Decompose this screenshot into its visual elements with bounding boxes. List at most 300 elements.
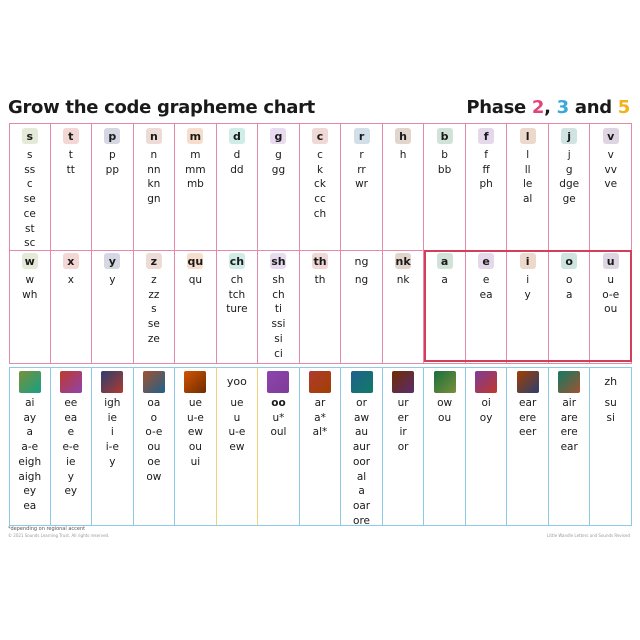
grapheme-item: u* — [272, 411, 285, 424]
grapheme-header-text: y — [108, 255, 116, 268]
grapheme-column — [466, 124, 508, 250]
grapheme-header — [507, 128, 548, 146]
grapheme-header — [258, 128, 299, 146]
grapheme-item: al — [522, 193, 533, 206]
grapheme-item: qu — [188, 274, 203, 286]
grapheme-column — [590, 124, 632, 250]
grapheme-item: a — [26, 426, 33, 439]
grapheme-item: al* — [312, 426, 328, 439]
grapheme-item: gn — [147, 193, 161, 206]
grapheme-item: y — [67, 470, 74, 483]
grapheme-column — [383, 124, 425, 250]
grapheme-list — [383, 273, 424, 288]
grapheme-item: si — [606, 411, 615, 424]
grapheme-item: pp — [105, 163, 119, 176]
grapheme-header — [175, 371, 216, 389]
grapheme-item: a — [358, 485, 365, 498]
grapheme-column — [549, 249, 591, 363]
grapheme-header-text: nk — [395, 255, 411, 268]
grapheme-item: w — [25, 274, 35, 286]
grapheme-list — [51, 396, 92, 499]
grapheme-item: wr — [355, 178, 368, 191]
grapheme-list — [92, 396, 133, 470]
grapheme-header-text: i — [525, 255, 530, 268]
grapheme-column — [175, 124, 217, 250]
grapheme-column — [590, 249, 632, 363]
grapheme-item: o-e — [602, 288, 620, 301]
grapheme-item: ew — [229, 441, 245, 454]
grapheme-column — [9, 124, 51, 250]
grapheme-header — [424, 253, 465, 271]
grapheme-item: ci — [274, 347, 283, 360]
grapheme-item: ere — [560, 426, 578, 439]
grapheme-item: oor — [352, 455, 371, 468]
grapheme-list — [10, 148, 50, 251]
grapheme-item: are — [560, 411, 578, 424]
grapheme-item: ie — [107, 411, 118, 424]
grapheme-header-text: z — [150, 255, 158, 268]
grapheme-column — [424, 249, 466, 363]
grapheme-column — [258, 124, 300, 250]
grapheme-header — [590, 371, 631, 389]
grapheme-header — [300, 253, 341, 271]
grapheme-item: oar — [352, 499, 371, 512]
grapheme-list — [341, 396, 382, 528]
ear-icon — [517, 371, 539, 393]
grapheme-column — [341, 249, 383, 363]
grapheme-item: r — [359, 149, 364, 161]
grapheme-item: au — [354, 426, 369, 439]
grapheme-header-text: m — [189, 130, 202, 143]
grapheme-item: or — [397, 441, 409, 454]
grapheme-item: i — [526, 274, 530, 286]
grapheme-column — [92, 249, 134, 363]
phase-2: 2 — [531, 97, 545, 118]
grapheme-column — [217, 249, 259, 363]
grapheme-item: ea — [23, 499, 37, 512]
grapheme-item: j — [567, 149, 571, 161]
grapheme-header — [175, 128, 216, 146]
grapheme-item: igh — [104, 397, 121, 409]
grapheme-header-text: j — [567, 130, 572, 143]
grapheme-header — [51, 128, 92, 146]
grapheme-header — [92, 253, 133, 271]
grapheme-list — [51, 273, 92, 288]
copyright: © 2021 Sounds Learning Trust. All rights reserved. — [8, 533, 110, 538]
owl-icon — [434, 371, 456, 393]
grapheme-item: a — [441, 274, 448, 286]
grapheme-list — [507, 396, 548, 440]
grapheme-item: ea — [479, 288, 493, 301]
night-icon — [101, 371, 123, 393]
grapheme-header — [383, 128, 424, 146]
grapheme-list — [341, 148, 382, 192]
grapheme-list — [300, 396, 341, 440]
grapheme-item: ue — [230, 397, 244, 409]
grapheme-list — [341, 273, 382, 288]
grapheme-item: oi — [481, 397, 491, 409]
grapheme-header — [217, 371, 258, 389]
grapheme-item: y — [109, 274, 116, 286]
grapheme-list — [383, 148, 424, 163]
grapheme-item: zz — [148, 288, 160, 301]
grapheme-item: ere — [519, 411, 537, 424]
grapheme-item: f — [484, 149, 488, 161]
grapheme-header — [300, 128, 341, 146]
grapheme-item: s — [27, 149, 33, 161]
grapheme-list — [466, 148, 507, 192]
grapheme-item: eigh — [18, 455, 42, 468]
grapheme-item: e-e — [62, 441, 80, 454]
grapheme-header — [92, 128, 133, 146]
grapheme-list — [92, 148, 133, 177]
grapheme-item: ai — [25, 397, 35, 409]
grapheme-list — [424, 273, 465, 288]
grapheme-column — [51, 368, 93, 525]
grapheme-column — [466, 249, 508, 363]
grapheme-item: eer — [519, 426, 537, 439]
grapheme-item: b — [441, 149, 448, 161]
coin-icon — [475, 371, 497, 393]
grapheme-item: tch — [228, 288, 246, 301]
grapheme-item: ti — [274, 303, 282, 316]
grapheme-list — [175, 396, 216, 470]
grapheme-header — [424, 371, 465, 389]
grapheme-header-text: ch — [229, 255, 245, 268]
phase-and: and — [568, 97, 618, 118]
grapheme-item: vv — [604, 163, 617, 176]
grapheme-item: tt — [66, 163, 75, 176]
grapheme-item: ie — [66, 455, 76, 468]
grapheme-item: e — [67, 426, 75, 439]
grapheme-header — [341, 371, 382, 389]
grapheme-item: p — [108, 149, 116, 161]
grapheme-header-text: n — [149, 130, 158, 143]
grapheme-list — [134, 148, 175, 207]
grapheme-header — [383, 253, 424, 271]
grapheme-row-2 — [9, 249, 632, 364]
grapheme-list — [217, 273, 258, 317]
phase-3: 3 — [556, 97, 569, 118]
grapheme-header-text: r — [358, 130, 365, 143]
grapheme-header — [134, 128, 175, 146]
grapheme-list — [217, 148, 258, 177]
grapheme-item: g — [275, 149, 282, 161]
grapheme-item: gg — [271, 163, 286, 176]
grapheme-header-text: qu — [187, 255, 204, 268]
grapheme-item: ng — [354, 274, 369, 286]
grapheme-list — [549, 273, 590, 302]
grapheme-header — [549, 371, 590, 389]
grapheme-item: bb — [437, 163, 452, 176]
grapheme-header — [424, 128, 465, 146]
grapheme-item: ey — [23, 485, 37, 498]
grapheme-item: l — [526, 149, 530, 161]
boat-icon — [143, 371, 165, 393]
nurse-icon — [392, 371, 414, 393]
grapheme-item: nk — [396, 274, 410, 286]
grapheme-item: le — [522, 178, 533, 191]
grapheme-column — [549, 368, 591, 525]
grapheme-column — [507, 124, 549, 250]
grapheme-item: c — [317, 149, 323, 161]
grapheme-header-text: b — [440, 130, 449, 143]
grapheme-column — [51, 124, 93, 250]
grapheme-item: dge — [559, 178, 580, 191]
grapheme-item: ui — [190, 455, 201, 468]
grapheme-item: ch — [272, 288, 285, 301]
grapheme-item: cc — [314, 193, 326, 206]
grapheme-list — [590, 396, 631, 425]
grapheme-item: ee — [64, 397, 78, 409]
grapheme-item: oe — [147, 455, 161, 468]
grapheme-header-text: u — [606, 255, 615, 268]
grapheme-column — [258, 368, 300, 525]
grapheme-item: t — [68, 149, 73, 161]
grapheme-list — [424, 148, 465, 177]
grapheme-item: aw — [354, 411, 370, 424]
grapheme-item: oul — [270, 426, 287, 439]
grapheme-column — [383, 368, 425, 525]
grapheme-header — [10, 253, 50, 271]
grapheme-header-text: w — [24, 255, 35, 268]
grapheme-item: sh — [272, 274, 285, 286]
grapheme-item: x — [67, 274, 74, 286]
grapheme-list — [590, 273, 631, 317]
grapheme-header — [10, 371, 50, 389]
grapheme-list — [51, 148, 92, 177]
grapheme-item: air — [562, 397, 577, 409]
grapheme-item: st — [24, 222, 35, 235]
grapheme-list — [258, 148, 299, 177]
grapheme-list — [134, 273, 175, 347]
grapheme-list — [466, 273, 507, 302]
grapheme-header — [590, 253, 631, 271]
grapheme-column — [300, 124, 342, 250]
grapheme-header — [507, 371, 548, 389]
grapheme-item: ch — [230, 274, 244, 286]
grapheme-list — [300, 273, 341, 288]
grapheme-item: si — [274, 332, 283, 345]
grapheme-item: se — [147, 318, 160, 331]
grapheme-item: ssi — [271, 318, 286, 331]
grapheme-header-text: h — [399, 130, 407, 143]
grapheme-list — [258, 273, 299, 361]
grapheme-item: i — [110, 426, 114, 439]
unicorn-icon — [351, 371, 373, 393]
grapheme-oo-label: oo — [271, 397, 286, 409]
grapheme-header-text: th — [313, 255, 327, 268]
grapheme-header — [10, 128, 50, 146]
grapheme-item: ss — [24, 163, 36, 176]
grapheme-header — [258, 371, 299, 389]
grapheme-item: ore — [353, 514, 371, 527]
grapheme-item: ou — [604, 303, 618, 316]
grapheme-item: ou — [438, 411, 452, 424]
grapheme-header — [507, 253, 548, 271]
grapheme-item: aigh — [18, 470, 42, 483]
grapheme-list — [590, 148, 631, 192]
grapheme-item: y — [524, 288, 531, 301]
grapheme-header-text: d — [232, 130, 241, 143]
grapheme-header-text: zh — [604, 375, 618, 388]
grapheme-header — [217, 128, 258, 146]
grapheme-item: kn — [147, 178, 161, 191]
grapheme-list — [507, 148, 548, 207]
grapheme-header — [590, 128, 631, 146]
grapheme-item: ll — [524, 163, 531, 176]
grapheme-item: i-e — [105, 441, 119, 454]
grapheme-column — [51, 249, 93, 363]
grapheme-column — [383, 249, 425, 363]
grapheme-list — [10, 396, 50, 514]
footnote: *depending on regional accent — [8, 526, 86, 532]
grapheme-item: e — [482, 274, 490, 286]
grapheme-item: ge — [562, 193, 576, 206]
grapheme-list — [466, 396, 507, 425]
grapheme-item: ture — [226, 303, 248, 316]
fair-icon — [558, 371, 580, 393]
grapheme-item: ce — [23, 207, 36, 220]
grapheme-item: v — [607, 149, 614, 161]
grapheme-list — [549, 148, 590, 207]
grapheme-item: a — [565, 288, 573, 301]
grapheme-item: ve — [604, 178, 618, 191]
grapheme-header — [300, 371, 341, 389]
grapheme-header-text: f — [483, 130, 489, 143]
grapheme-item: rr — [357, 163, 366, 176]
grapheme-header — [175, 253, 216, 271]
grapheme-column — [134, 124, 176, 250]
grapheme-column — [258, 249, 300, 363]
grapheme-item: mb — [186, 178, 204, 191]
grapheme-column — [549, 124, 591, 250]
grapheme-item: ff — [482, 163, 490, 176]
grapheme-item: se — [23, 193, 36, 206]
grapheme-item: ow — [146, 470, 162, 483]
grapheme-header — [466, 253, 507, 271]
grapheme-item: ur — [397, 397, 409, 409]
fire-engine-icon — [60, 371, 82, 393]
grapheme-item: h — [399, 149, 407, 161]
grapheme-column — [92, 124, 134, 250]
grapheme-header-text: c — [316, 130, 324, 143]
grapheme-item: d — [233, 149, 241, 161]
grapheme-item: u-e — [186, 411, 204, 424]
grapheme-header — [549, 253, 590, 271]
grapheme-item: ou — [147, 441, 161, 454]
grapheme-header — [258, 253, 299, 271]
grapheme-item: ir — [399, 426, 407, 439]
grapheme-list — [134, 396, 175, 484]
grapheme-item: o — [565, 274, 573, 286]
grapheme-list — [258, 396, 299, 440]
grapheme-header-text: e — [482, 255, 490, 268]
grapheme-item: k — [316, 163, 324, 176]
grapheme-column — [92, 368, 134, 525]
grapheme-list — [10, 273, 50, 302]
grapheme-item: wh — [22, 288, 38, 301]
grapheme-item: ear — [519, 397, 537, 409]
grapheme-header — [217, 253, 258, 271]
grapheme-header-text: o — [565, 255, 573, 268]
grapheme-list — [549, 396, 590, 455]
grapheme-item: aur — [352, 441, 371, 454]
grapheme-header — [134, 253, 175, 271]
grapheme-item: ow — [437, 397, 453, 409]
grapheme-column — [217, 124, 259, 250]
grapheme-header-text: v — [607, 130, 615, 143]
grapheme-item: z — [151, 274, 157, 286]
grapheme-item: th — [314, 274, 326, 286]
grapheme-header — [549, 128, 590, 146]
grapheme-header — [341, 128, 382, 146]
grapheme-list — [217, 396, 258, 455]
grapheme-item: dd — [230, 163, 244, 176]
grapheme-header-text: x — [67, 255, 75, 268]
grapheme-column — [175, 249, 217, 363]
grapheme-column — [9, 249, 51, 363]
grapheme-item: ch — [313, 207, 327, 220]
grapheme-item: y — [109, 455, 116, 468]
grapheme-item: ay — [23, 411, 37, 424]
grapheme-item: ph — [479, 178, 493, 191]
grapheme-row-1 — [9, 123, 632, 251]
grapheme-item: ou — [188, 441, 202, 454]
grapheme-item: g — [565, 163, 573, 176]
grapheme-list — [92, 273, 133, 288]
grapheme-item: o-e — [145, 426, 163, 439]
grapheme-item: o — [150, 411, 158, 424]
grapheme-column — [507, 249, 549, 363]
phase-5: 5 — [617, 97, 630, 118]
grapheme-item: ue — [188, 397, 202, 409]
grapheme-header — [383, 371, 424, 389]
grapheme-item: nn — [147, 163, 161, 176]
grapheme-column — [466, 368, 508, 525]
grapheme-header-text: t — [68, 130, 74, 143]
grapheme-item: ar — [314, 397, 326, 409]
grapheme-item: oa — [147, 397, 161, 409]
grapheme-item: ear — [560, 441, 578, 454]
grapheme-header — [92, 371, 133, 389]
grapheme-header — [51, 253, 92, 271]
grapheme-column — [424, 368, 466, 525]
grapheme-header-text: l — [525, 130, 530, 143]
grapheme-header — [134, 371, 175, 389]
grapheme-item: ew — [187, 426, 203, 439]
grapheme-header-text: a — [440, 255, 449, 268]
grapheme-list — [383, 396, 424, 455]
grapheme-item: c — [26, 178, 33, 191]
grapheme-row-3 — [9, 367, 632, 526]
grapheme-item: s — [151, 303, 157, 316]
grapheme-column — [217, 368, 259, 525]
rain-icon — [19, 371, 41, 393]
grapheme-item: n — [150, 149, 158, 161]
grapheme-header — [466, 371, 507, 389]
grapheme-item: u-e — [228, 426, 246, 439]
grapheme-list — [424, 396, 465, 425]
grapheme-column — [507, 368, 549, 525]
grapheme-header-text: s — [26, 130, 34, 143]
grapheme-item: sc — [24, 237, 36, 250]
grapheme-column — [341, 124, 383, 250]
grapheme-header — [341, 253, 382, 271]
star-icon — [309, 371, 331, 393]
grapheme-item: ea — [64, 411, 78, 424]
grapheme-column — [341, 368, 383, 525]
